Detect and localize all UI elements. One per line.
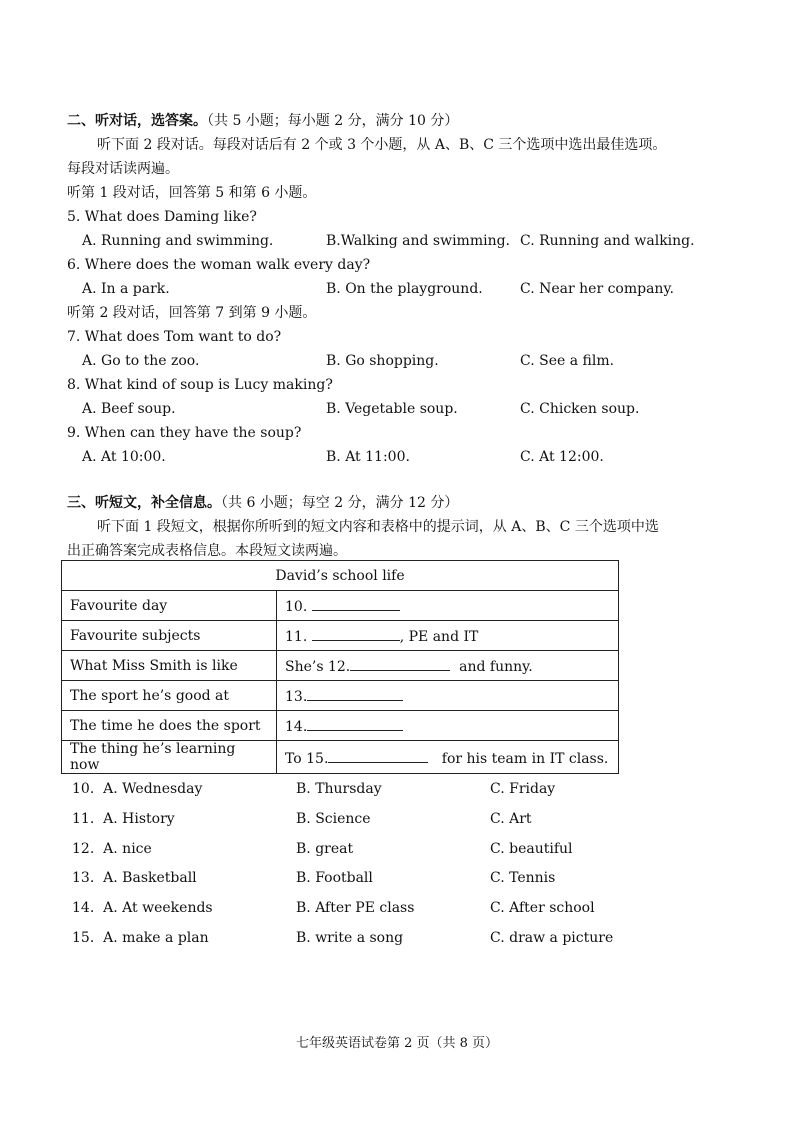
option-number: 11. <box>72 811 95 827</box>
row-answer-cell <box>277 741 619 774</box>
option-a: A. At weekends <box>103 900 213 916</box>
row-label: The sport he’s good at <box>62 681 277 711</box>
option-13-c: C. Tennis <box>490 870 556 886</box>
option-row-14 <box>72 899 213 917</box>
row-label: Favourite day <box>62 591 277 621</box>
option-a: A. History <box>103 811 175 827</box>
row-answer-cell <box>277 621 619 651</box>
question-7-option-a: A. Go to the zoo. <box>82 353 200 369</box>
row-answer-cell <box>277 681 619 711</box>
option-number: 14. <box>72 900 95 916</box>
blank-suffix: , PE and IT <box>399 629 479 645</box>
row-label: The time he does the sport <box>62 711 277 741</box>
option-15-b: B. write a song <box>296 930 404 946</box>
blank-prefix: To 15. <box>285 750 329 767</box>
section-2-score-note: （共 5 小题；每小题 2 分，满分 10 分） <box>207 113 459 129</box>
option-11-c: C. Art <box>490 811 532 827</box>
question-8-option-a: A. Beef soup. <box>82 401 176 417</box>
option-row-11 <box>72 810 175 828</box>
answer-blank-15[interactable] <box>328 748 428 763</box>
row-label: Favourite subjects <box>62 621 277 651</box>
section-2-title: 二、听对话，选答案。 <box>67 113 207 129</box>
question-7-option-b: B. Go shopping. <box>326 353 439 369</box>
section-2-instruction-cont: 每段对话读两遍。 <box>67 161 179 177</box>
option-a: A. nice <box>103 841 152 857</box>
table-row <box>62 651 619 681</box>
blank-prefix: 11. <box>285 629 308 645</box>
question-5: 5. What does Daming like? <box>67 209 257 225</box>
option-14-c: C. After school <box>490 900 595 916</box>
question-7-option-c: C. See a film. <box>520 353 615 369</box>
row-answer-cell <box>277 651 619 681</box>
option-10-b: B. Thursday <box>296 781 382 797</box>
dialog-2-note: 听第 2 段对话，回答第 7 到第 9 小题。 <box>67 305 317 321</box>
answer-blank-10[interactable] <box>312 596 400 611</box>
blank-suffix: for his team in IT class. <box>441 750 609 767</box>
blank-suffix: and funny. <box>459 659 533 675</box>
option-15-c: C. draw a picture <box>490 930 614 946</box>
question-5-option-b: B.Walking and swimming. <box>326 233 511 249</box>
answer-blank-12[interactable] <box>350 656 450 671</box>
option-number: 13. <box>72 870 95 886</box>
question-8: 8. What kind of soup is Lucy making? <box>67 377 333 393</box>
question-6-option-a: A. In a park. <box>82 281 170 297</box>
blank-prefix: 14. <box>285 719 308 735</box>
section-3-instruction: 听下面 1 段短文，根据你所听到的短文内容和表格中的提示词，从 A、B、C 三个选项中选 <box>97 519 659 535</box>
table-title: David’s school life <box>62 561 619 591</box>
option-row-13 <box>72 869 197 887</box>
question-9-option-a: A. At 10:00. <box>82 449 166 465</box>
question-6: 6. Where does the woman walk every day? <box>67 257 371 273</box>
question-8-option-c: C. Chicken soup. <box>520 401 640 417</box>
answer-blank-13[interactable] <box>307 686 403 701</box>
row-label: What Miss Smith is like <box>62 651 277 681</box>
answer-blank-14[interactable] <box>307 716 403 731</box>
option-10-c: C. Friday <box>490 781 556 797</box>
option-number: 10. <box>72 781 95 797</box>
question-9-option-b: B. At 11:00. <box>326 449 410 465</box>
answer-blank-11[interactable] <box>312 626 400 641</box>
row-label: The thing he’s learning now <box>62 741 277 774</box>
option-row-12 <box>72 840 152 858</box>
table-row <box>62 681 619 711</box>
option-a: A. Wednesday <box>103 781 203 797</box>
option-12-c: C. beautiful <box>490 841 573 857</box>
option-11-b: B. Science <box>296 811 371 827</box>
section-2-heading <box>67 112 458 130</box>
row-answer-cell <box>277 591 619 621</box>
question-7: 7. What does Tom want to do? <box>67 329 282 345</box>
section-3-score-note: （共 6 小题；每空 2 分，满分 12 分） <box>221 495 459 511</box>
question-9: 9. When can they have the soup? <box>67 425 302 441</box>
table-row <box>62 741 619 774</box>
question-6-option-b: B. On the playground. <box>326 281 483 297</box>
option-14-b: B. After PE class <box>296 900 415 916</box>
option-row-10 <box>72 780 202 798</box>
option-number: 12. <box>72 841 95 857</box>
question-8-option-b: B. Vegetable soup. <box>326 401 458 417</box>
question-9-option-c: C. At 12:00. <box>520 449 604 465</box>
section-2-instruction: 听下面 2 段对话。每段对话后有 2 个或 3 个小题，从 A、B、C 三个选项中选出最佳选项。 <box>97 137 667 153</box>
option-a: A. make a plan <box>103 930 209 946</box>
option-number: 15. <box>72 930 95 946</box>
section-3-instruction-cont: 出正确答案完成表格信息。本段短文读两遍。 <box>67 543 347 559</box>
blank-prefix: She’s 12. <box>285 659 351 675</box>
section-3-heading <box>67 494 458 512</box>
section-3-title: 三、听短文，补全信息。 <box>67 495 221 511</box>
row-answer-cell <box>277 711 619 741</box>
option-a: A. Basketball <box>103 870 197 886</box>
option-row-15 <box>72 929 209 947</box>
school-life-table <box>61 560 619 774</box>
blank-prefix: 10. <box>285 599 308 615</box>
table-row <box>62 591 619 621</box>
page-footer: 七年级英语试卷第 2 页（共 8 页） <box>295 1036 499 1051</box>
dialog-1-note: 听第 1 段对话，回答第 5 和第 6 小题。 <box>67 185 317 201</box>
table-row <box>62 711 619 741</box>
question-5-option-a: A. Running and swimming. <box>82 233 274 249</box>
blank-prefix: 13. <box>285 689 308 705</box>
option-12-b: B. great <box>296 841 354 857</box>
question-6-option-c: C. Near her company. <box>520 281 674 297</box>
table-row <box>62 621 619 651</box>
question-5-option-c: C. Running and walking. <box>520 233 695 249</box>
option-13-b: B. Football <box>296 870 373 886</box>
